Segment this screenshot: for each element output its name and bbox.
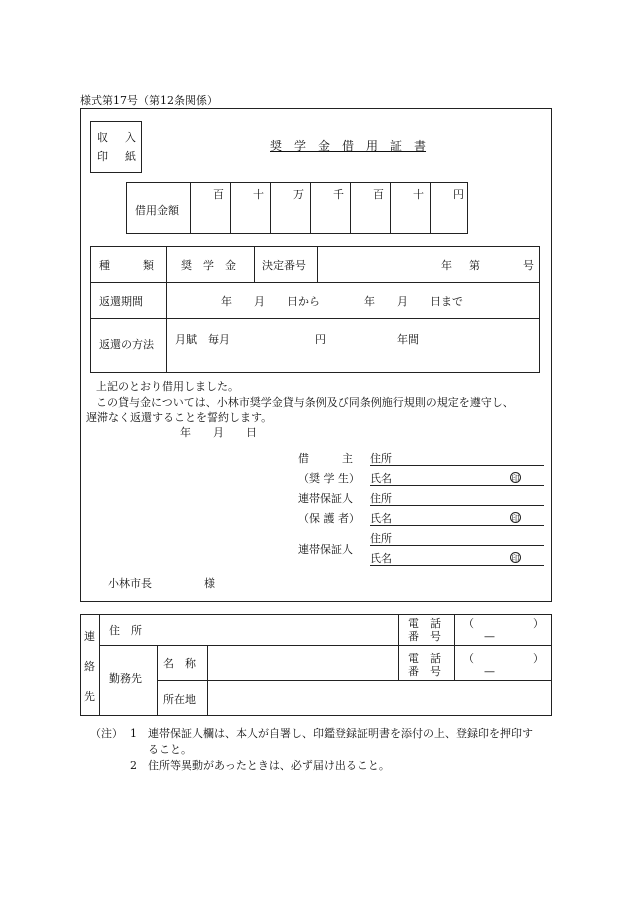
seal-mark: 印 (511, 474, 520, 483)
statement-line: 遅滞なく返還することを誓約します。 (86, 411, 273, 424)
guardian-label: （保 護 者） (298, 512, 360, 525)
borrower-label: 借 主 (298, 452, 353, 465)
type-value: 奨 学 金 (181, 259, 236, 272)
amount-unit: 円 (453, 188, 464, 201)
note-text: 連帯保証人欄は、本人が自署し、印鑑登録証明書を添付の上、登録印を押印す (148, 727, 533, 740)
method-years: 年間 (397, 333, 419, 346)
decision-go: 号 (523, 259, 534, 272)
decision-label: 決定番号 (262, 259, 306, 272)
revenue-stamp-box (90, 121, 142, 173)
mayor-label: 小林市長 (108, 577, 152, 590)
method-monthly: 月賦 毎月 (175, 333, 230, 346)
stamp-label: 収 (97, 131, 108, 144)
address-label: 住所 (370, 532, 392, 545)
honorific: 様 (204, 577, 215, 590)
phone-paren: ） (533, 652, 544, 665)
note-text: 住所等異動があったときは、必ず届け出ること。 (148, 759, 390, 772)
name-label: 氏名 (370, 472, 392, 485)
phone-label: 電 話 (408, 617, 441, 630)
address-label: 住所 (370, 452, 392, 465)
stamp-label: 紙 (125, 150, 136, 163)
amount-unit: 万 (293, 188, 304, 201)
amount-unit: 百 (373, 188, 384, 201)
student-label: （奨 学 生） (298, 472, 360, 485)
phone-paren: （ (463, 617, 474, 630)
phone-dash: — (484, 665, 495, 678)
contact-table (80, 614, 552, 716)
details-table (90, 246, 540, 373)
seal-mark: 印 (511, 554, 520, 563)
contact-side-label: 絡 (84, 660, 95, 673)
guarantor-label: 連帯保証人 (298, 492, 353, 505)
decision-no: 第 (469, 259, 480, 272)
phone-paren: ） (533, 617, 544, 630)
phone-dash: — (484, 630, 495, 643)
name-label: 氏名 (370, 512, 392, 525)
contact-address-label: 住 所 (109, 624, 142, 637)
decision-year: 年 (441, 259, 452, 272)
stamp-label: 入 (125, 131, 136, 144)
period-label: 返還期間 (99, 295, 143, 308)
notes-prefix: （注） (90, 727, 123, 740)
form-number: 様式第17号（第12条関係） (80, 94, 218, 107)
amount-unit: 千 (333, 188, 344, 201)
company-label: 名 称 (163, 657, 196, 670)
statement-line: 上記のとおり借用しました。 (96, 380, 239, 393)
note-number: 2 (130, 759, 137, 772)
phone-label: 電 話 (408, 652, 441, 665)
statement-date: 年 月 日 (180, 426, 257, 439)
note-number: 1 (130, 727, 137, 740)
stamp-label: 印 (97, 150, 108, 163)
amount-unit: 十 (253, 188, 264, 201)
phone-label: 番 号 (408, 665, 441, 678)
contact-side-label: 連 (84, 630, 95, 643)
phone-paren: （ (463, 652, 474, 665)
amount-unit: 百 (213, 188, 224, 201)
type-label: 種 類 (99, 259, 154, 272)
seal-mark: 印 (511, 514, 520, 523)
note-text: ること。 (148, 743, 192, 756)
amount-unit: 十 (413, 188, 424, 201)
method-yen: 円 (315, 333, 326, 346)
document-title: 奨 学 金 借 用 証 書 (270, 139, 427, 153)
work-label: 勤務先 (109, 672, 142, 685)
period-text: 年 月 日から 年 月 日まで (221, 295, 463, 308)
name-label: 氏名 (370, 552, 392, 565)
method-label: 返還の方法 (99, 338, 154, 351)
phone-label: 番 号 (408, 630, 441, 643)
statement-line: この貸与金については、小林市奨学金貸与条例及び同条例施行規則の規定を遵守し、 (96, 396, 514, 409)
address-label: 住所 (370, 492, 392, 505)
amount-label: 借用金額 (135, 204, 179, 217)
guarantor-label: 連帯保証人 (298, 543, 353, 556)
contact-side-label: 先 (84, 690, 95, 703)
location-label: 所在地 (163, 693, 196, 706)
amount-table (126, 182, 468, 234)
